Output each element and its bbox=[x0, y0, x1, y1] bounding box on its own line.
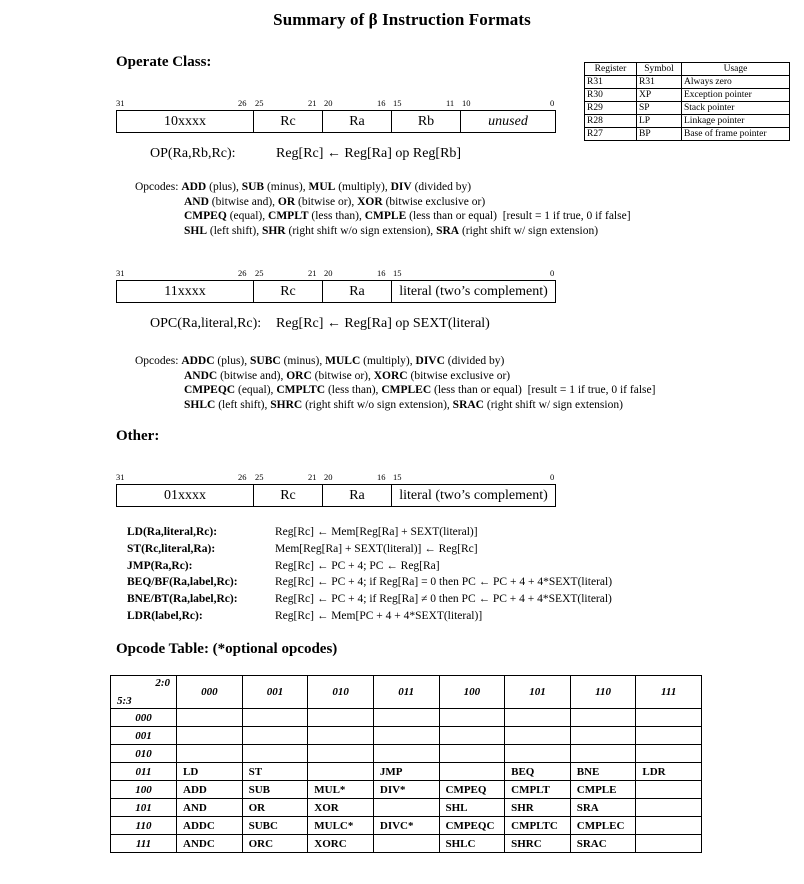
opcode-col-header: 111 bbox=[636, 676, 702, 709]
corner-label-bits-5-3: 5:3 bbox=[117, 695, 132, 707]
other-instruction-list bbox=[127, 524, 612, 625]
register-cell: R27 bbox=[585, 128, 637, 141]
register-cell: R31 bbox=[585, 76, 637, 89]
opcode-cell bbox=[636, 709, 702, 727]
semantics-signature: OP(Ra,Rb,Rc): bbox=[150, 146, 236, 161]
opcode-col-header: 110 bbox=[570, 676, 636, 709]
instruction-row bbox=[127, 591, 612, 608]
opcode-cell bbox=[177, 745, 243, 763]
section-heading-other: Other: bbox=[116, 428, 160, 444]
opcode-cell bbox=[636, 799, 702, 817]
opcode-cell: SHLC bbox=[439, 835, 505, 853]
bit-label: 26 bbox=[238, 472, 247, 482]
field-unused: unused bbox=[488, 114, 528, 129]
opcode-cell: CMPLT bbox=[505, 781, 571, 799]
bit-label: 16 bbox=[377, 472, 386, 482]
opcode-table-header-row bbox=[111, 676, 702, 709]
opcode-cell bbox=[177, 727, 243, 745]
symbol-cell: R31 bbox=[637, 76, 682, 89]
bit-number-row-3 bbox=[116, 472, 556, 484]
instruction-semantics: Reg[Rc] ← PC + 4; PC ← Reg[Ra] bbox=[275, 559, 440, 572]
opcodes-label: Opcodes: bbox=[135, 355, 179, 367]
bit-label: 21 bbox=[308, 98, 317, 108]
bit-label: 31 bbox=[116, 98, 125, 108]
opcode-line: CMPEQ (equal), CMPLT (less than), CMPLE (less than or equal) [result = 1 if true, 0 if false] bbox=[184, 210, 631, 223]
opcode-line: ANDC (bitwise and), ORC (bitwise or), XORC (bitwise exclusive or) bbox=[184, 369, 511, 382]
opcode-list-2 bbox=[135, 354, 655, 412]
usage-cell: Linkage pointer bbox=[682, 115, 790, 128]
opcode-cell: SHR bbox=[505, 799, 571, 817]
opcode-line: AND (bitwise and), OR (bitwise or), XOR (bitwise exclusive or) bbox=[184, 195, 486, 208]
instruction-semantics: Reg[Rc] ← Mem[PC + 4 + 4*SEXT(literal)] bbox=[275, 609, 483, 622]
corner-label-bits-2-0: 2:0 bbox=[155, 677, 170, 689]
bit-label: 20 bbox=[324, 268, 333, 278]
table-row bbox=[585, 76, 790, 89]
opcode-cell: LDR bbox=[636, 763, 702, 781]
instruction-row bbox=[127, 574, 612, 591]
bit-label: 10 bbox=[462, 98, 471, 108]
field-rc: Rc bbox=[254, 111, 323, 132]
instruction-format-3 bbox=[116, 472, 556, 507]
instruction-semantics: Mem[Reg[Ra] + SEXT(literal)] ← Reg[Rc] bbox=[275, 542, 478, 555]
field-opcode: 11xxxx bbox=[117, 281, 254, 302]
opcode-cell: MUL* bbox=[308, 781, 374, 799]
opcode-cell: SUB bbox=[242, 781, 308, 799]
bit-label: 15 bbox=[393, 98, 402, 108]
opcode-cell: SRAC bbox=[570, 835, 636, 853]
instruction-name: BNE/BT(Ra,label,Rc): bbox=[127, 593, 238, 606]
opcode-cell: SHL bbox=[439, 799, 505, 817]
bit-label: 25 bbox=[255, 472, 264, 482]
semantics-line-op bbox=[150, 146, 461, 162]
opcode-cell: AND bbox=[177, 799, 243, 817]
bit-label: 15 bbox=[393, 472, 402, 482]
opcode-row-label: 101 bbox=[111, 799, 177, 817]
field-literal: literal (two’s complement) bbox=[399, 488, 548, 503]
opcode-cell: MULC* bbox=[308, 817, 374, 835]
instruction-semantics: Reg[Rc] ← Mem[Reg[Ra] + SEXT(literal)] bbox=[275, 526, 478, 538]
field-rb: Rb bbox=[392, 111, 461, 132]
opcode-cell bbox=[308, 727, 374, 745]
opcode-cell: DIV* bbox=[373, 781, 439, 799]
bit-label: 11 bbox=[446, 98, 455, 108]
instruction-semantics: Reg[Rc] ← PC + 4; if Reg[Ra] ≠ 0 then PC ← PC + 4 + 4*SEXT(literal) bbox=[275, 593, 612, 606]
table-row bbox=[585, 102, 790, 115]
bit-field-box-2 bbox=[116, 280, 556, 303]
opcode-cell bbox=[505, 727, 571, 745]
opcode-cell bbox=[373, 835, 439, 853]
opcode-cell: XOR bbox=[308, 799, 374, 817]
opcode-cell bbox=[636, 745, 702, 763]
opcode-row-label: 001 bbox=[111, 727, 177, 745]
bit-label: 21 bbox=[308, 472, 317, 482]
opcode-table-row bbox=[111, 727, 702, 745]
field-ra: Ra bbox=[323, 111, 392, 132]
opcode-cell bbox=[439, 745, 505, 763]
opcode-col-header: 000 bbox=[177, 676, 243, 709]
opcode-cell: LD bbox=[177, 763, 243, 781]
opcode-cell: SUBC bbox=[242, 817, 308, 835]
opcode-cell bbox=[373, 745, 439, 763]
table-header-row bbox=[585, 63, 790, 76]
opcode-cell: DIVC* bbox=[373, 817, 439, 835]
col-usage: Usage bbox=[682, 63, 790, 76]
opcode-cell bbox=[373, 799, 439, 817]
instruction-row bbox=[127, 541, 612, 558]
symbol-cell: XP bbox=[637, 89, 682, 102]
instruction-format-1 bbox=[116, 98, 556, 133]
opcode-table-row bbox=[111, 799, 702, 817]
usage-cell: Base of frame pointer bbox=[682, 128, 790, 141]
opcode-cell bbox=[308, 745, 374, 763]
opcode-table-row bbox=[111, 817, 702, 835]
opcode-cell bbox=[505, 745, 571, 763]
bit-label: 26 bbox=[238, 98, 247, 108]
bit-label: 21 bbox=[308, 268, 317, 278]
register-cell: R29 bbox=[585, 102, 637, 115]
instruction-row bbox=[127, 558, 612, 575]
instruction-format-2 bbox=[116, 268, 556, 303]
bit-label: 0 bbox=[550, 472, 555, 482]
field-opcode: 01xxxx bbox=[117, 485, 254, 506]
bit-label: 0 bbox=[550, 98, 555, 108]
bit-number-row-1 bbox=[116, 98, 556, 110]
opcode-table-row bbox=[111, 745, 702, 763]
opcode-line: CMPEQC (equal), CMPLTC (less than), CMPLEC (less than or equal) [result = 1 if true, 0 if false] bbox=[184, 384, 656, 397]
bit-field-box-3 bbox=[116, 484, 556, 507]
opcode-row-label: 011 bbox=[111, 763, 177, 781]
opcode-cell: BEQ bbox=[505, 763, 571, 781]
symbol-cell: BP bbox=[637, 128, 682, 141]
opcode-table bbox=[110, 675, 702, 853]
opcode-cell bbox=[373, 709, 439, 727]
bit-field-box-1 bbox=[116, 110, 556, 133]
bit-label: 0 bbox=[550, 268, 555, 278]
semantics-body: Reg[Rc] ← Reg[Ra] op SEXT(literal) bbox=[276, 316, 490, 331]
opcode-cell bbox=[570, 709, 636, 727]
instruction-name: JMP(Ra,Rc): bbox=[127, 559, 193, 572]
opcode-col-header: 011 bbox=[373, 676, 439, 709]
instruction-name: BEQ/BF(Ra,label,Rc): bbox=[127, 576, 238, 589]
opcode-cell: CMPLE bbox=[570, 781, 636, 799]
field-rc: Rc bbox=[254, 485, 323, 506]
opcode-line: SHLC (left shift), SHRC (right shift w/o sign extension), SRAC (right shift w/ sign extension) bbox=[184, 398, 623, 411]
bit-label: 26 bbox=[238, 268, 247, 278]
opcode-col-header: 010 bbox=[308, 676, 374, 709]
opcode-cell bbox=[636, 781, 702, 799]
field-ra: Ra bbox=[323, 485, 392, 506]
opcode-cell: CMPEQ bbox=[439, 781, 505, 799]
opcode-line: Opcodes: ADDC (plus), SUBC (minus), MULC (multiply), DIVC (divided by) bbox=[135, 355, 505, 367]
instruction-row bbox=[127, 608, 612, 625]
usage-cell: Exception pointer bbox=[682, 89, 790, 102]
opcode-cell bbox=[308, 763, 374, 781]
opcodes-label: Opcodes: bbox=[135, 181, 179, 193]
bit-label: 31 bbox=[116, 472, 125, 482]
opcode-row-label: 111 bbox=[111, 835, 177, 853]
opcode-table-row bbox=[111, 835, 702, 853]
opcode-line: Opcodes: ADD (plus), SUB (minus), MUL (multiply), DIV (divided by) bbox=[135, 181, 472, 193]
semantics-line-opc bbox=[150, 316, 490, 332]
opcode-row-label: 010 bbox=[111, 745, 177, 763]
field-literal: literal (two’s complement) bbox=[399, 284, 548, 299]
field-opcode: 10xxxx bbox=[117, 111, 254, 132]
semantics-body: Reg[Rc] ← Reg[Ra] op Reg[Rb] bbox=[276, 146, 462, 161]
opcode-table-row bbox=[111, 709, 702, 727]
bit-label: 15 bbox=[393, 268, 402, 278]
opcode-cell bbox=[439, 763, 505, 781]
opcode-cell: XORC bbox=[308, 835, 374, 853]
opcode-cell bbox=[242, 709, 308, 727]
instruction-name: LD(Ra,literal,Rc): bbox=[127, 526, 218, 538]
opcode-list-1 bbox=[135, 180, 631, 238]
opcode-cell bbox=[439, 709, 505, 727]
opcode-cell: SHRC bbox=[505, 835, 571, 853]
opcode-cell bbox=[242, 727, 308, 745]
opcode-line: SHL (left shift), SHR (right shift w/o sign extension), SRA (right shift w/ sign extension) bbox=[184, 224, 599, 237]
opcode-cell: ANDC bbox=[177, 835, 243, 853]
usage-cell: Stack pointer bbox=[682, 102, 790, 115]
bit-label: 25 bbox=[255, 268, 264, 278]
instruction-name: ST(Rc,literal,Ra): bbox=[127, 542, 216, 555]
opcode-col-header: 100 bbox=[439, 676, 505, 709]
instruction-name: LDR(label,Rc): bbox=[127, 609, 203, 622]
col-register: Register bbox=[585, 63, 637, 76]
opcode-cell bbox=[373, 727, 439, 745]
section-heading-opcode-table: Opcode Table: (*optional opcodes) bbox=[116, 641, 338, 657]
opcode-cell bbox=[439, 727, 505, 745]
opcode-cell bbox=[308, 709, 374, 727]
opcode-cell: ADDC bbox=[177, 817, 243, 835]
page-title: Summary of β Instruction Formats bbox=[273, 10, 531, 29]
symbol-cell: SP bbox=[637, 102, 682, 115]
opcode-cell: OR bbox=[242, 799, 308, 817]
opcode-cell bbox=[636, 727, 702, 745]
opcode-cell bbox=[636, 817, 702, 835]
opcode-row-label: 110 bbox=[111, 817, 177, 835]
bit-number-row-2 bbox=[116, 268, 556, 280]
opcode-cell: CMPLEC bbox=[570, 817, 636, 835]
section-heading-operate-class: Operate Class: bbox=[116, 54, 212, 70]
opcode-table-corner-header bbox=[111, 676, 177, 709]
opcode-cell: ORC bbox=[242, 835, 308, 853]
opcode-table-row bbox=[111, 763, 702, 781]
register-cell: R28 bbox=[585, 115, 637, 128]
opcode-cell: BNE bbox=[570, 763, 636, 781]
field-rc: Rc bbox=[254, 281, 323, 302]
opcode-cell bbox=[570, 745, 636, 763]
opcode-cell: CMPLTC bbox=[505, 817, 571, 835]
opcode-col-header: 101 bbox=[505, 676, 571, 709]
opcode-table-row bbox=[111, 781, 702, 799]
field-ra: Ra bbox=[323, 281, 392, 302]
opcode-cell bbox=[242, 745, 308, 763]
bit-label: 20 bbox=[324, 98, 333, 108]
semantics-signature: OPC(Ra,literal,Rc): bbox=[150, 316, 262, 331]
bit-label: 16 bbox=[377, 268, 386, 278]
register-usage-table bbox=[584, 62, 790, 141]
opcode-cell bbox=[177, 709, 243, 727]
opcode-cell: ADD bbox=[177, 781, 243, 799]
opcode-col-header: 001 bbox=[242, 676, 308, 709]
opcode-row-label: 000 bbox=[111, 709, 177, 727]
bit-label: 31 bbox=[116, 268, 125, 278]
symbol-cell: LP bbox=[637, 115, 682, 128]
opcode-cell: JMP bbox=[373, 763, 439, 781]
opcode-cell bbox=[505, 709, 571, 727]
opcode-cell bbox=[636, 835, 702, 853]
table-row bbox=[585, 89, 790, 102]
register-cell: R30 bbox=[585, 89, 637, 102]
col-symbol: Symbol bbox=[637, 63, 682, 76]
opcode-cell: SRA bbox=[570, 799, 636, 817]
usage-cell: Always zero bbox=[682, 76, 790, 89]
instruction-semantics: Reg[Rc] ← PC + 4; if Reg[Ra] = 0 then PC ← PC + 4 + 4*SEXT(literal) bbox=[275, 576, 613, 589]
opcode-cell bbox=[570, 727, 636, 745]
bit-label: 16 bbox=[377, 98, 386, 108]
table-row bbox=[585, 128, 790, 141]
opcode-cell: ST bbox=[242, 763, 308, 781]
opcode-cell: CMPEQC bbox=[439, 817, 505, 835]
instruction-row bbox=[127, 524, 612, 541]
bit-label: 25 bbox=[255, 98, 264, 108]
table-row bbox=[585, 115, 790, 128]
bit-label: 20 bbox=[324, 472, 333, 482]
opcode-row-label: 100 bbox=[111, 781, 177, 799]
